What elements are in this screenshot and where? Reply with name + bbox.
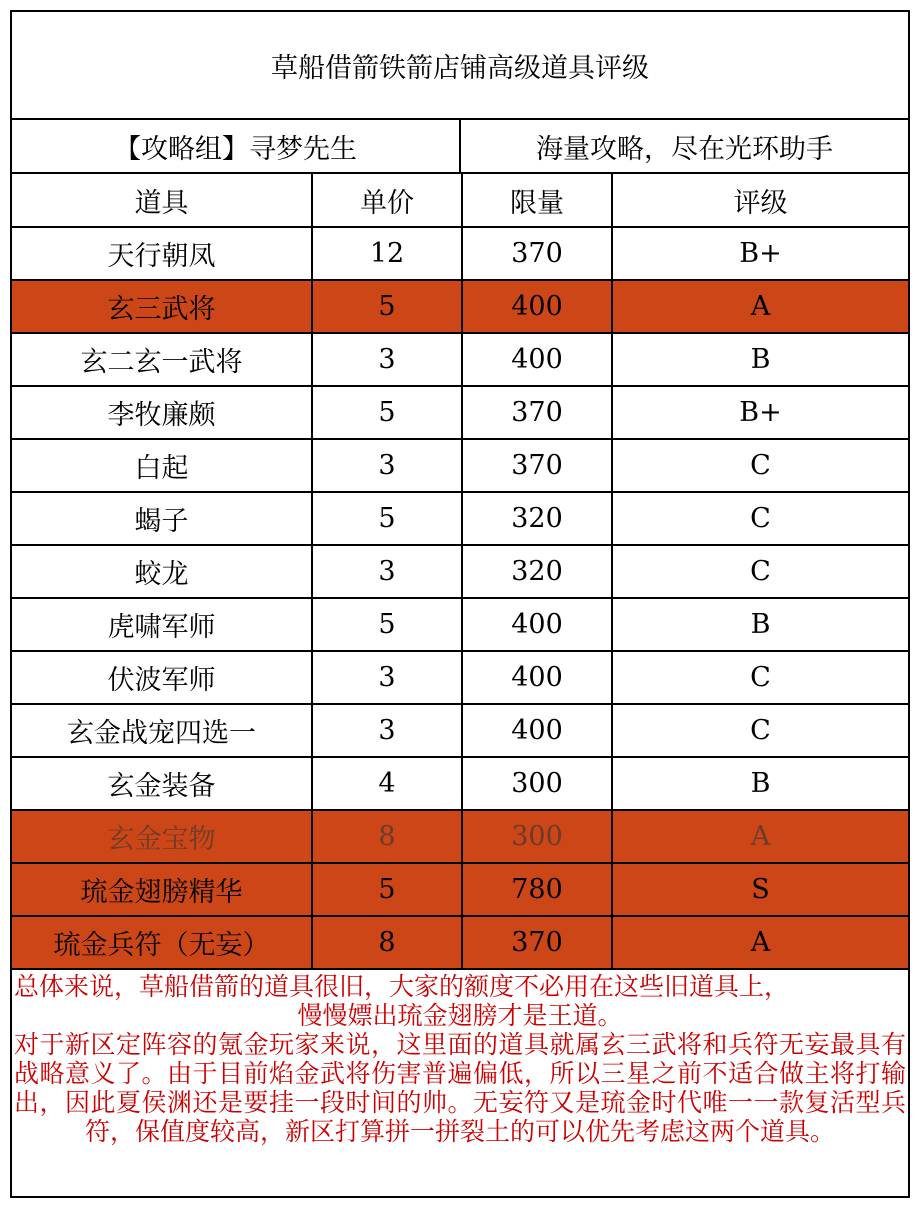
- cell-grade: C: [612, 651, 908, 704]
- cell-grade: B: [612, 333, 908, 386]
- cell-limit: 400: [462, 704, 612, 757]
- table-row: [12, 810, 908, 863]
- author-credit: 【攻略组】寻梦先生: [114, 133, 357, 165]
- cell-grade: B+: [612, 386, 908, 439]
- cell-limit: 320: [462, 545, 612, 598]
- cell-item: 伏波军师: [12, 651, 312, 704]
- cell-price: 12: [312, 227, 462, 280]
- cell-item: 蝎子: [12, 492, 312, 545]
- cell-grade: B: [612, 757, 908, 810]
- table-row: [12, 227, 908, 280]
- cell-grade: C: [612, 492, 908, 545]
- table-row: [12, 863, 908, 916]
- note-summary-line-2: 慢慢嫖出琉金翅膀才是王道。: [297, 1001, 623, 1030]
- table-header-row: [12, 174, 908, 227]
- table-row: [12, 757, 908, 810]
- cell-item: 玄二玄一武将: [12, 333, 312, 386]
- cell-limit: 370: [462, 439, 612, 492]
- cell-price: 8: [312, 916, 462, 969]
- cell-price: 5: [312, 386, 462, 439]
- cell-limit: 780: [462, 863, 612, 916]
- cell-item: 白起: [12, 439, 312, 492]
- table-row: [12, 651, 908, 704]
- rating-sheet: [10, 10, 910, 1198]
- table-row: [12, 545, 908, 598]
- table-row: [12, 280, 908, 333]
- column-header-price: 单价: [312, 174, 462, 227]
- cell-grade: C: [612, 439, 908, 492]
- cell-price: 3: [312, 704, 462, 757]
- commentary-notes: [12, 970, 908, 1196]
- table-row: [12, 439, 908, 492]
- cell-price: 5: [312, 280, 462, 333]
- cell-limit: 400: [462, 333, 612, 386]
- table-row: [12, 598, 908, 651]
- promo-slogan: 海量攻略，尽在光环助手: [459, 120, 908, 172]
- cell-item: 琉金兵符（无妄）: [12, 916, 312, 969]
- column-header-limit: 限量: [462, 174, 612, 227]
- cell-price: 4: [312, 757, 462, 810]
- cell-limit: 370: [462, 227, 612, 280]
- cell-limit: 320: [462, 492, 612, 545]
- cell-item: 蛟龙: [12, 545, 312, 598]
- cell-grade: A: [612, 810, 908, 863]
- table-row: [12, 704, 908, 757]
- table-row: [12, 492, 908, 545]
- cell-grade: C: [612, 704, 908, 757]
- cell-limit: 370: [462, 386, 612, 439]
- note-analysis: 对于新区定阵容的氪金玩家来说，这里面的道具就属玄三武将和兵符无妄最具有战略意义了。由于目前焰金武将伤害普遍偏低，所以三星之前不适合做主将打输出，因此夏侯渊还是要挂一段时间的帅。无妄符又是琉金时代唯一一款复活型兵符，保值度较高，新区打算拼一拼裂土的可以优先考虑这两个道具。: [14, 1030, 906, 1146]
- cell-item: 玄金装备: [12, 757, 312, 810]
- column-header-item: 道具: [12, 174, 312, 227]
- cell-grade: B: [612, 598, 908, 651]
- cell-price: 3: [312, 651, 462, 704]
- cell-grade: B+: [612, 227, 908, 280]
- cell-grade: C: [612, 545, 908, 598]
- note-summary-line-1: 总体来说，草船借箭的道具很旧，大家的额度不必用在这些旧道具上，: [14, 972, 790, 1001]
- column-header-grade: 评级: [612, 174, 908, 227]
- table-row: [12, 333, 908, 386]
- cell-price: 3: [312, 333, 462, 386]
- cell-item: 玄三武将: [12, 280, 312, 333]
- cell-item: 李牧廉颇: [12, 386, 312, 439]
- sheet-title: 草船借箭铁箭店铺高级道具评级: [12, 12, 908, 120]
- cell-item: 虎啸军师: [12, 598, 312, 651]
- cell-limit: 300: [462, 810, 612, 863]
- cell-limit: 300: [462, 757, 612, 810]
- cell-grade: A: [612, 280, 908, 333]
- cell-price: 8: [312, 810, 462, 863]
- cell-limit: 370: [462, 916, 612, 969]
- cell-limit: 400: [462, 280, 612, 333]
- cell-price: 5: [312, 492, 462, 545]
- cell-price: 5: [312, 598, 462, 651]
- cell-limit: 400: [462, 651, 612, 704]
- cell-grade: A: [612, 916, 908, 969]
- cell-price: 3: [312, 439, 462, 492]
- cell-item: 琉金翅膀精华: [12, 863, 312, 916]
- cell-price: 5: [312, 863, 462, 916]
- cell-item: 玄金宝物: [12, 810, 312, 863]
- cell-limit: 400: [462, 598, 612, 651]
- cell-item: 玄金战宠四选一: [12, 704, 312, 757]
- subheader-row: [12, 120, 908, 174]
- item-rating-table: [12, 174, 908, 970]
- table-row: [12, 916, 908, 969]
- cell-price: 3: [312, 545, 462, 598]
- cell-item: 天行朝凤: [12, 227, 312, 280]
- table-row: [12, 386, 908, 439]
- cell-grade: S: [612, 863, 908, 916]
